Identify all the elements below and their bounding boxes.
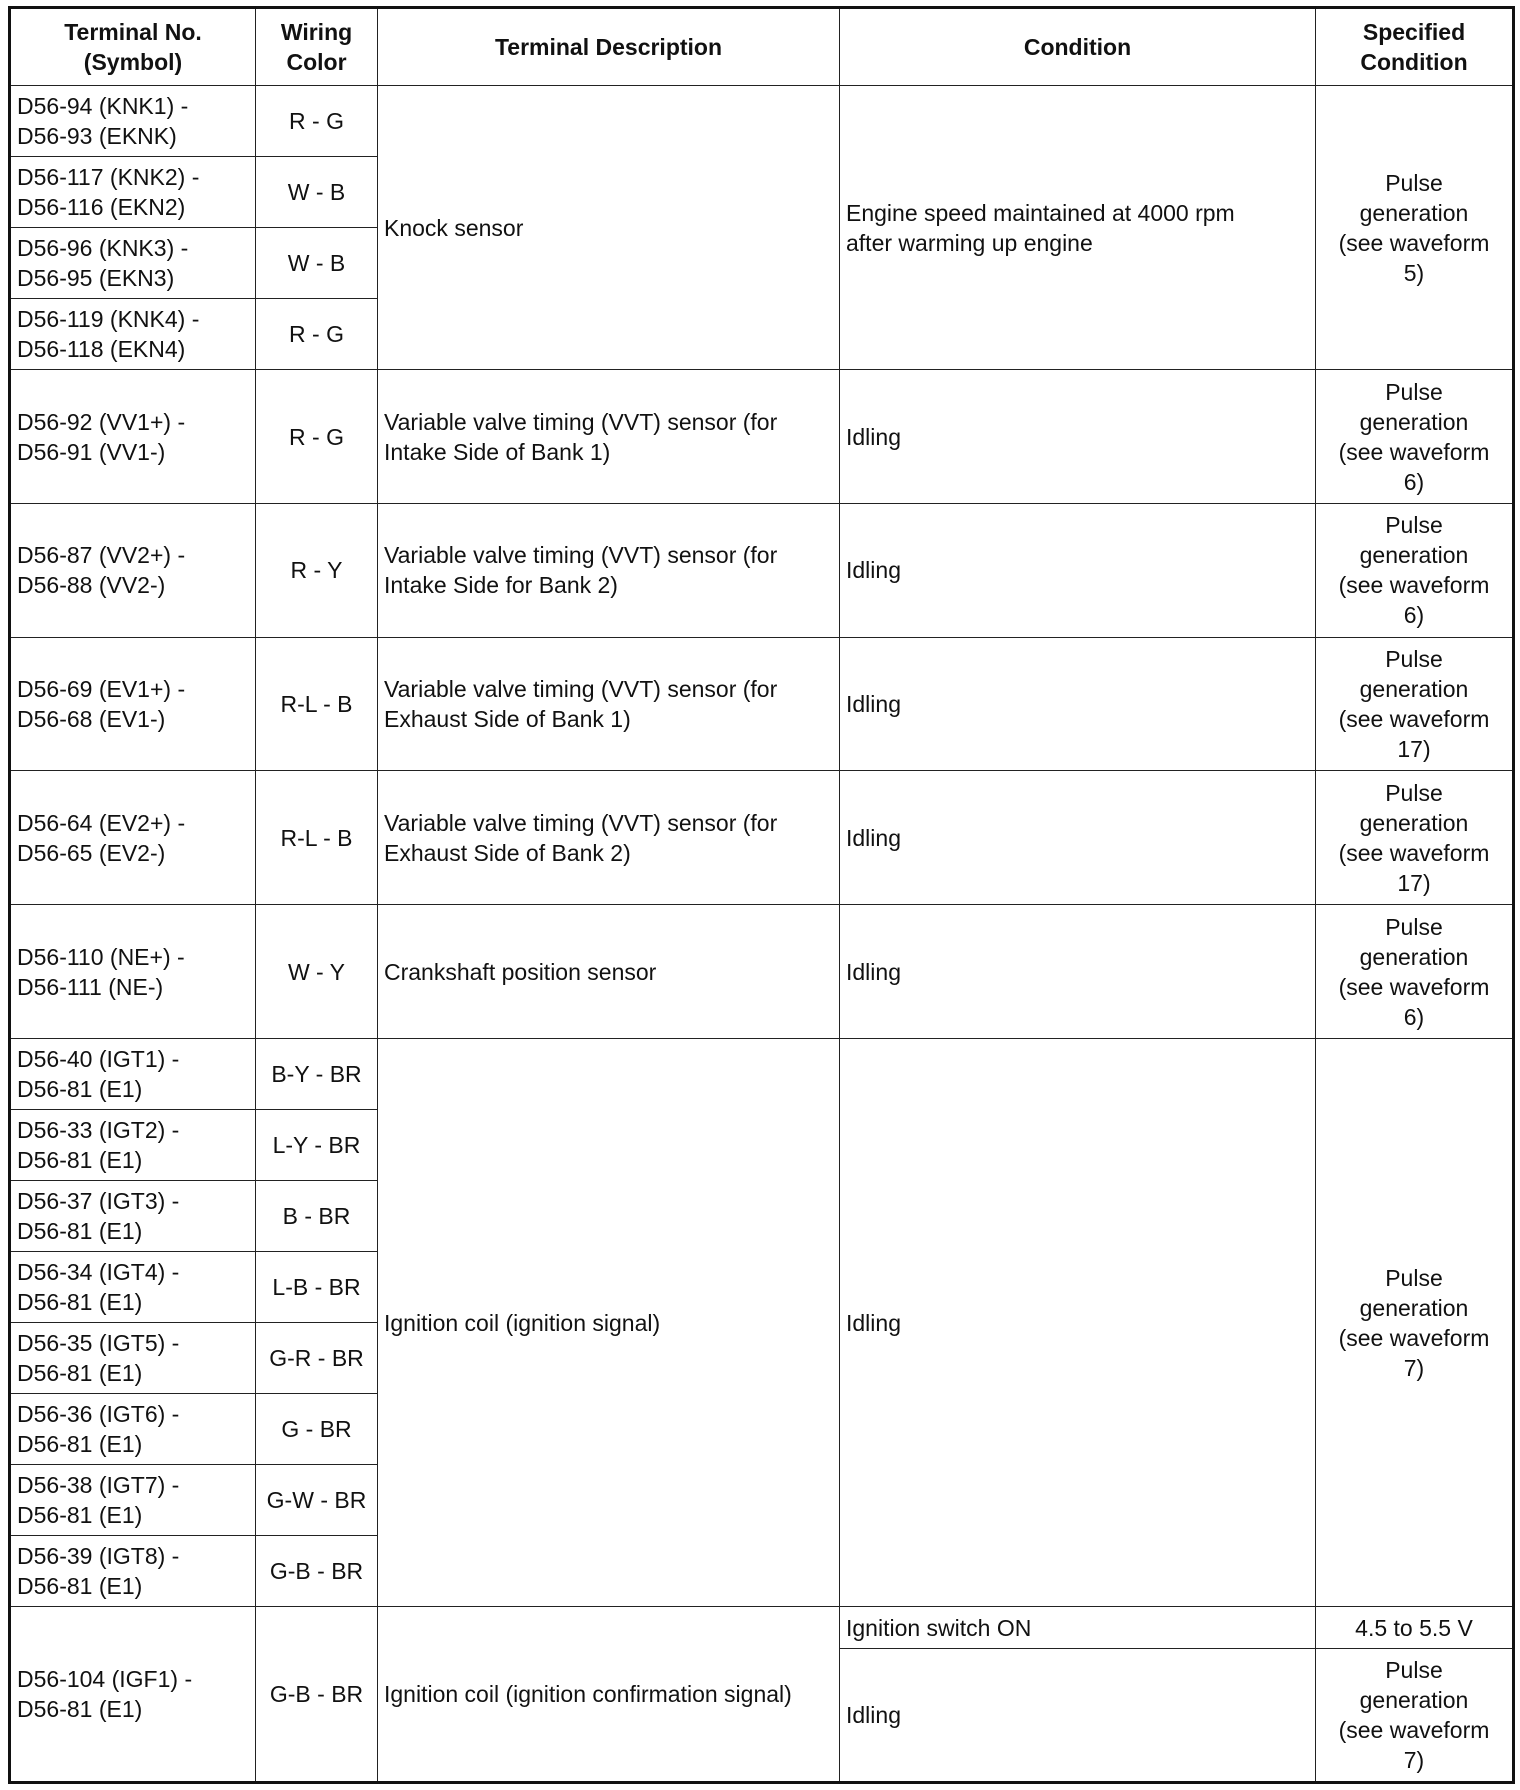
specified-line: (see waveform	[1338, 438, 1490, 465]
wiring-cell: G - BR	[256, 1394, 378, 1465]
header-wiring-line: Color	[286, 49, 347, 75]
terminal-line: D56-111 (NE-)	[17, 973, 164, 1000]
terminal-cell	[10, 1038, 256, 1109]
table-row	[10, 905, 1514, 1039]
terminal-cell	[10, 1465, 256, 1536]
terminal-line: D56-116 (EKN2)	[17, 194, 186, 221]
specified-line: generation	[1359, 1687, 1469, 1714]
wiring-cell: W - Y	[256, 905, 378, 1039]
specified-line: 17)	[1397, 736, 1431, 763]
specified-cell	[1316, 905, 1514, 1039]
terminal-line: D56-81 (E1)	[17, 1147, 143, 1173]
specified-line: (see waveform	[1338, 1717, 1490, 1744]
description-cell: Crankshaft position sensor	[378, 905, 840, 1039]
condition-line: after warming up engine	[846, 229, 1093, 256]
terminal-line: D56-119 (KNK4) -	[17, 306, 200, 333]
terminal-cell	[10, 1252, 256, 1323]
header-specified-line: Condition	[1360, 49, 1468, 75]
header-condition: Condition	[840, 8, 1316, 86]
description-line: Exhaust Side of Bank 1)	[384, 706, 631, 733]
wiring-cell: L-Y - BR	[256, 1109, 378, 1180]
terminal-line: D56-64 (EV2+) -	[17, 809, 186, 836]
wiring-cell: L-B - BR	[256, 1252, 378, 1323]
condition-cell: Idling	[840, 637, 1316, 771]
specified-line: Pulse	[1385, 169, 1443, 196]
wiring-cell: B - BR	[256, 1181, 378, 1252]
specified-line: (see waveform	[1338, 1324, 1490, 1351]
description-line: Intake Side for Bank 2)	[384, 572, 618, 599]
terminal-line: D56-81 (E1)	[17, 1218, 143, 1245]
wiring-cell: G-R - BR	[256, 1323, 378, 1394]
terminal-line: D56-65 (EV2-)	[17, 839, 166, 866]
specified-line: Pulse	[1385, 646, 1443, 673]
specified-line: 6)	[1403, 602, 1425, 629]
terminal-line: D56-34 (IGT4) -	[17, 1259, 180, 1286]
condition-cell: Idling	[840, 771, 1316, 905]
terminal-cell	[10, 228, 256, 299]
specified-line: 5)	[1403, 259, 1425, 286]
header-wiring-line: Wiring	[280, 19, 353, 45]
terminal-cell	[10, 1536, 256, 1607]
specified-line: Pulse	[1385, 779, 1443, 806]
condition-cell: Ignition switch ON	[840, 1607, 1316, 1649]
description-cell	[378, 503, 840, 637]
terminal-cell	[10, 503, 256, 637]
terminal-line: D56-38 (IGT7) -	[17, 1472, 180, 1499]
specified-line: (see waveform	[1338, 706, 1490, 733]
header-wiring	[256, 8, 378, 86]
table-row	[10, 1607, 1514, 1649]
terminal-line: D56-39 (IGT8) -	[17, 1543, 180, 1570]
table-row	[10, 503, 1514, 637]
description-cell	[378, 771, 840, 905]
condition-cell: Idling	[840, 1649, 1316, 1783]
terminal-line: D56-95 (EKN3)	[17, 265, 175, 292]
terminal-line: D56-69 (EV1+) -	[17, 676, 186, 703]
terminal-line: D56-81 (E1)	[17, 1289, 143, 1316]
description-cell	[378, 637, 840, 771]
terminal-line: D56-88 (VV2-)	[17, 572, 166, 599]
terminal-line: D56-93 (EKNK)	[17, 123, 177, 150]
specified-cell	[1316, 771, 1514, 905]
terminal-cell	[10, 1323, 256, 1394]
wiring-cell: R-L - B	[256, 637, 378, 771]
terminal-line: D56-81 (E1)	[17, 1360, 143, 1387]
terminal-line: D56-81 (E1)	[17, 1075, 143, 1102]
wiring-cell: W - B	[256, 157, 378, 228]
terminal-line: D56-118 (EKN4)	[17, 336, 186, 363]
header-terminal-line: Terminal No.	[64, 19, 202, 45]
specified-cell	[1316, 637, 1514, 771]
terminal-line: D56-91 (VV1-)	[17, 438, 166, 465]
wiring-cell: W - B	[256, 228, 378, 299]
terminal-line: D56-110 (NE+) -	[17, 943, 185, 970]
description-cell: Knock sensor	[378, 86, 840, 370]
terminal-line: D56-104 (IGF1) -	[17, 1666, 193, 1693]
table-row	[10, 86, 1514, 157]
specified-line: 6)	[1403, 1003, 1425, 1030]
table-row	[10, 771, 1514, 905]
specified-line: generation	[1359, 199, 1469, 226]
specified-line: (see waveform	[1338, 572, 1490, 599]
terminal-cell	[10, 905, 256, 1039]
description-cell: Ignition coil (ignition signal)	[378, 1038, 840, 1606]
description-cell: Ignition coil (ignition confirmation signal)	[378, 1607, 840, 1783]
terminal-cell	[10, 299, 256, 370]
header-terminal	[10, 8, 256, 86]
specified-line: 7)	[1403, 1354, 1425, 1381]
terminal-cell	[10, 1394, 256, 1465]
terminal-line: D56-87 (VV2+) -	[17, 542, 186, 569]
header-row	[10, 8, 1514, 86]
wiring-cell: R - G	[256, 370, 378, 504]
terminal-line: D56-81 (E1)	[17, 1573, 143, 1600]
wiring-cell: B-Y - BR	[256, 1038, 378, 1109]
condition-line: Engine speed maintained at 4000 rpm	[846, 199, 1235, 226]
description-line: Variable valve timing (VVT) sensor (for	[384, 542, 778, 569]
specified-line: Pulse	[1385, 378, 1443, 405]
header-specified	[1316, 8, 1514, 86]
terminal-cell	[10, 1181, 256, 1252]
terminal-line: D56-33 (IGT2) -	[17, 1117, 180, 1143]
terminal-cell	[10, 637, 256, 771]
terminal-line: D56-94 (KNK1) -	[17, 93, 189, 120]
header-description: Terminal Description	[378, 8, 840, 86]
terminal-cell	[10, 1607, 256, 1783]
condition-cell: Idling	[840, 370, 1316, 504]
specified-line: (see waveform	[1338, 973, 1490, 1000]
wiring-cell: G-B - BR	[256, 1607, 378, 1783]
specified-line: 6)	[1403, 468, 1425, 495]
terminal-line: D56-81 (E1)	[17, 1431, 143, 1458]
condition-cell: Idling	[840, 1038, 1316, 1606]
specified-line: generation	[1359, 676, 1469, 703]
wiring-cell: G-W - BR	[256, 1465, 378, 1536]
terminal-cell	[10, 370, 256, 504]
description-line: Variable valve timing (VVT) sensor (for	[384, 408, 778, 435]
specified-line: 7)	[1403, 1747, 1425, 1774]
wiring-cell: R - Y	[256, 503, 378, 637]
terminal-line: D56-40 (IGT1) -	[17, 1045, 180, 1072]
terminal-line: D56-37 (IGT3) -	[17, 1188, 180, 1215]
specified-line: Pulse	[1385, 1657, 1443, 1684]
specified-cell	[1316, 370, 1514, 504]
specified-line: generation	[1359, 809, 1469, 836]
wiring-cell: G-B - BR	[256, 1536, 378, 1607]
specified-line: generation	[1359, 943, 1469, 970]
description-line: Variable valve timing (VVT) sensor (for	[384, 809, 778, 836]
header-specified-line: Specified	[1362, 19, 1466, 45]
description-line: Variable valve timing (VVT) sensor (for	[384, 676, 778, 703]
terminal-line: D56-117 (KNK2) -	[17, 164, 200, 191]
description-line: Exhaust Side of Bank 2)	[384, 839, 631, 866]
specified-cell	[1316, 1649, 1514, 1783]
specified-line: 17)	[1397, 869, 1431, 896]
header-terminal-line: (Symbol)	[83, 49, 183, 75]
terminal-line: D56-81 (E1)	[17, 1696, 143, 1723]
specified-line: generation	[1359, 1294, 1469, 1321]
condition-cell	[840, 86, 1316, 370]
specified-line: generation	[1359, 408, 1469, 435]
wiring-cell: R-L - B	[256, 771, 378, 905]
specified-cell	[1316, 86, 1514, 370]
specified-line: Pulse	[1385, 913, 1443, 940]
terminal-cell	[10, 86, 256, 157]
table-row	[10, 1038, 1514, 1109]
specified-line: (see waveform	[1338, 839, 1490, 866]
terminal-line: D56-96 (KNK3) -	[17, 235, 189, 262]
condition-cell: Idling	[840, 905, 1316, 1039]
specified-line: Pulse	[1385, 1264, 1443, 1291]
terminal-cell	[10, 771, 256, 905]
table-row	[10, 637, 1514, 771]
terminal-line: D56-36 (IGT6) -	[17, 1401, 180, 1428]
specified-cell: 4.5 to 5.5 V	[1316, 1607, 1514, 1649]
terminal-cell	[10, 157, 256, 228]
terminal-cell	[10, 1109, 256, 1180]
specified-cell	[1316, 1038, 1514, 1606]
wiring-cell: R - G	[256, 299, 378, 370]
terminal-line: D56-35 (IGT5) -	[17, 1330, 180, 1357]
specified-line: (see waveform	[1338, 229, 1490, 256]
terminal-table	[8, 6, 1515, 1784]
condition-cell: Idling	[840, 503, 1316, 637]
specified-line: Pulse	[1385, 512, 1443, 539]
wiring-cell: R - G	[256, 86, 378, 157]
terminal-line: D56-68 (EV1-)	[17, 706, 166, 733]
description-line: Intake Side of Bank 1)	[384, 438, 611, 465]
terminal-line: D56-92 (VV1+) -	[17, 408, 186, 435]
table-row	[10, 370, 1514, 504]
specified-line: generation	[1359, 542, 1469, 569]
description-cell	[378, 370, 840, 504]
terminal-line: D56-81 (E1)	[17, 1502, 143, 1529]
specified-cell	[1316, 503, 1514, 637]
